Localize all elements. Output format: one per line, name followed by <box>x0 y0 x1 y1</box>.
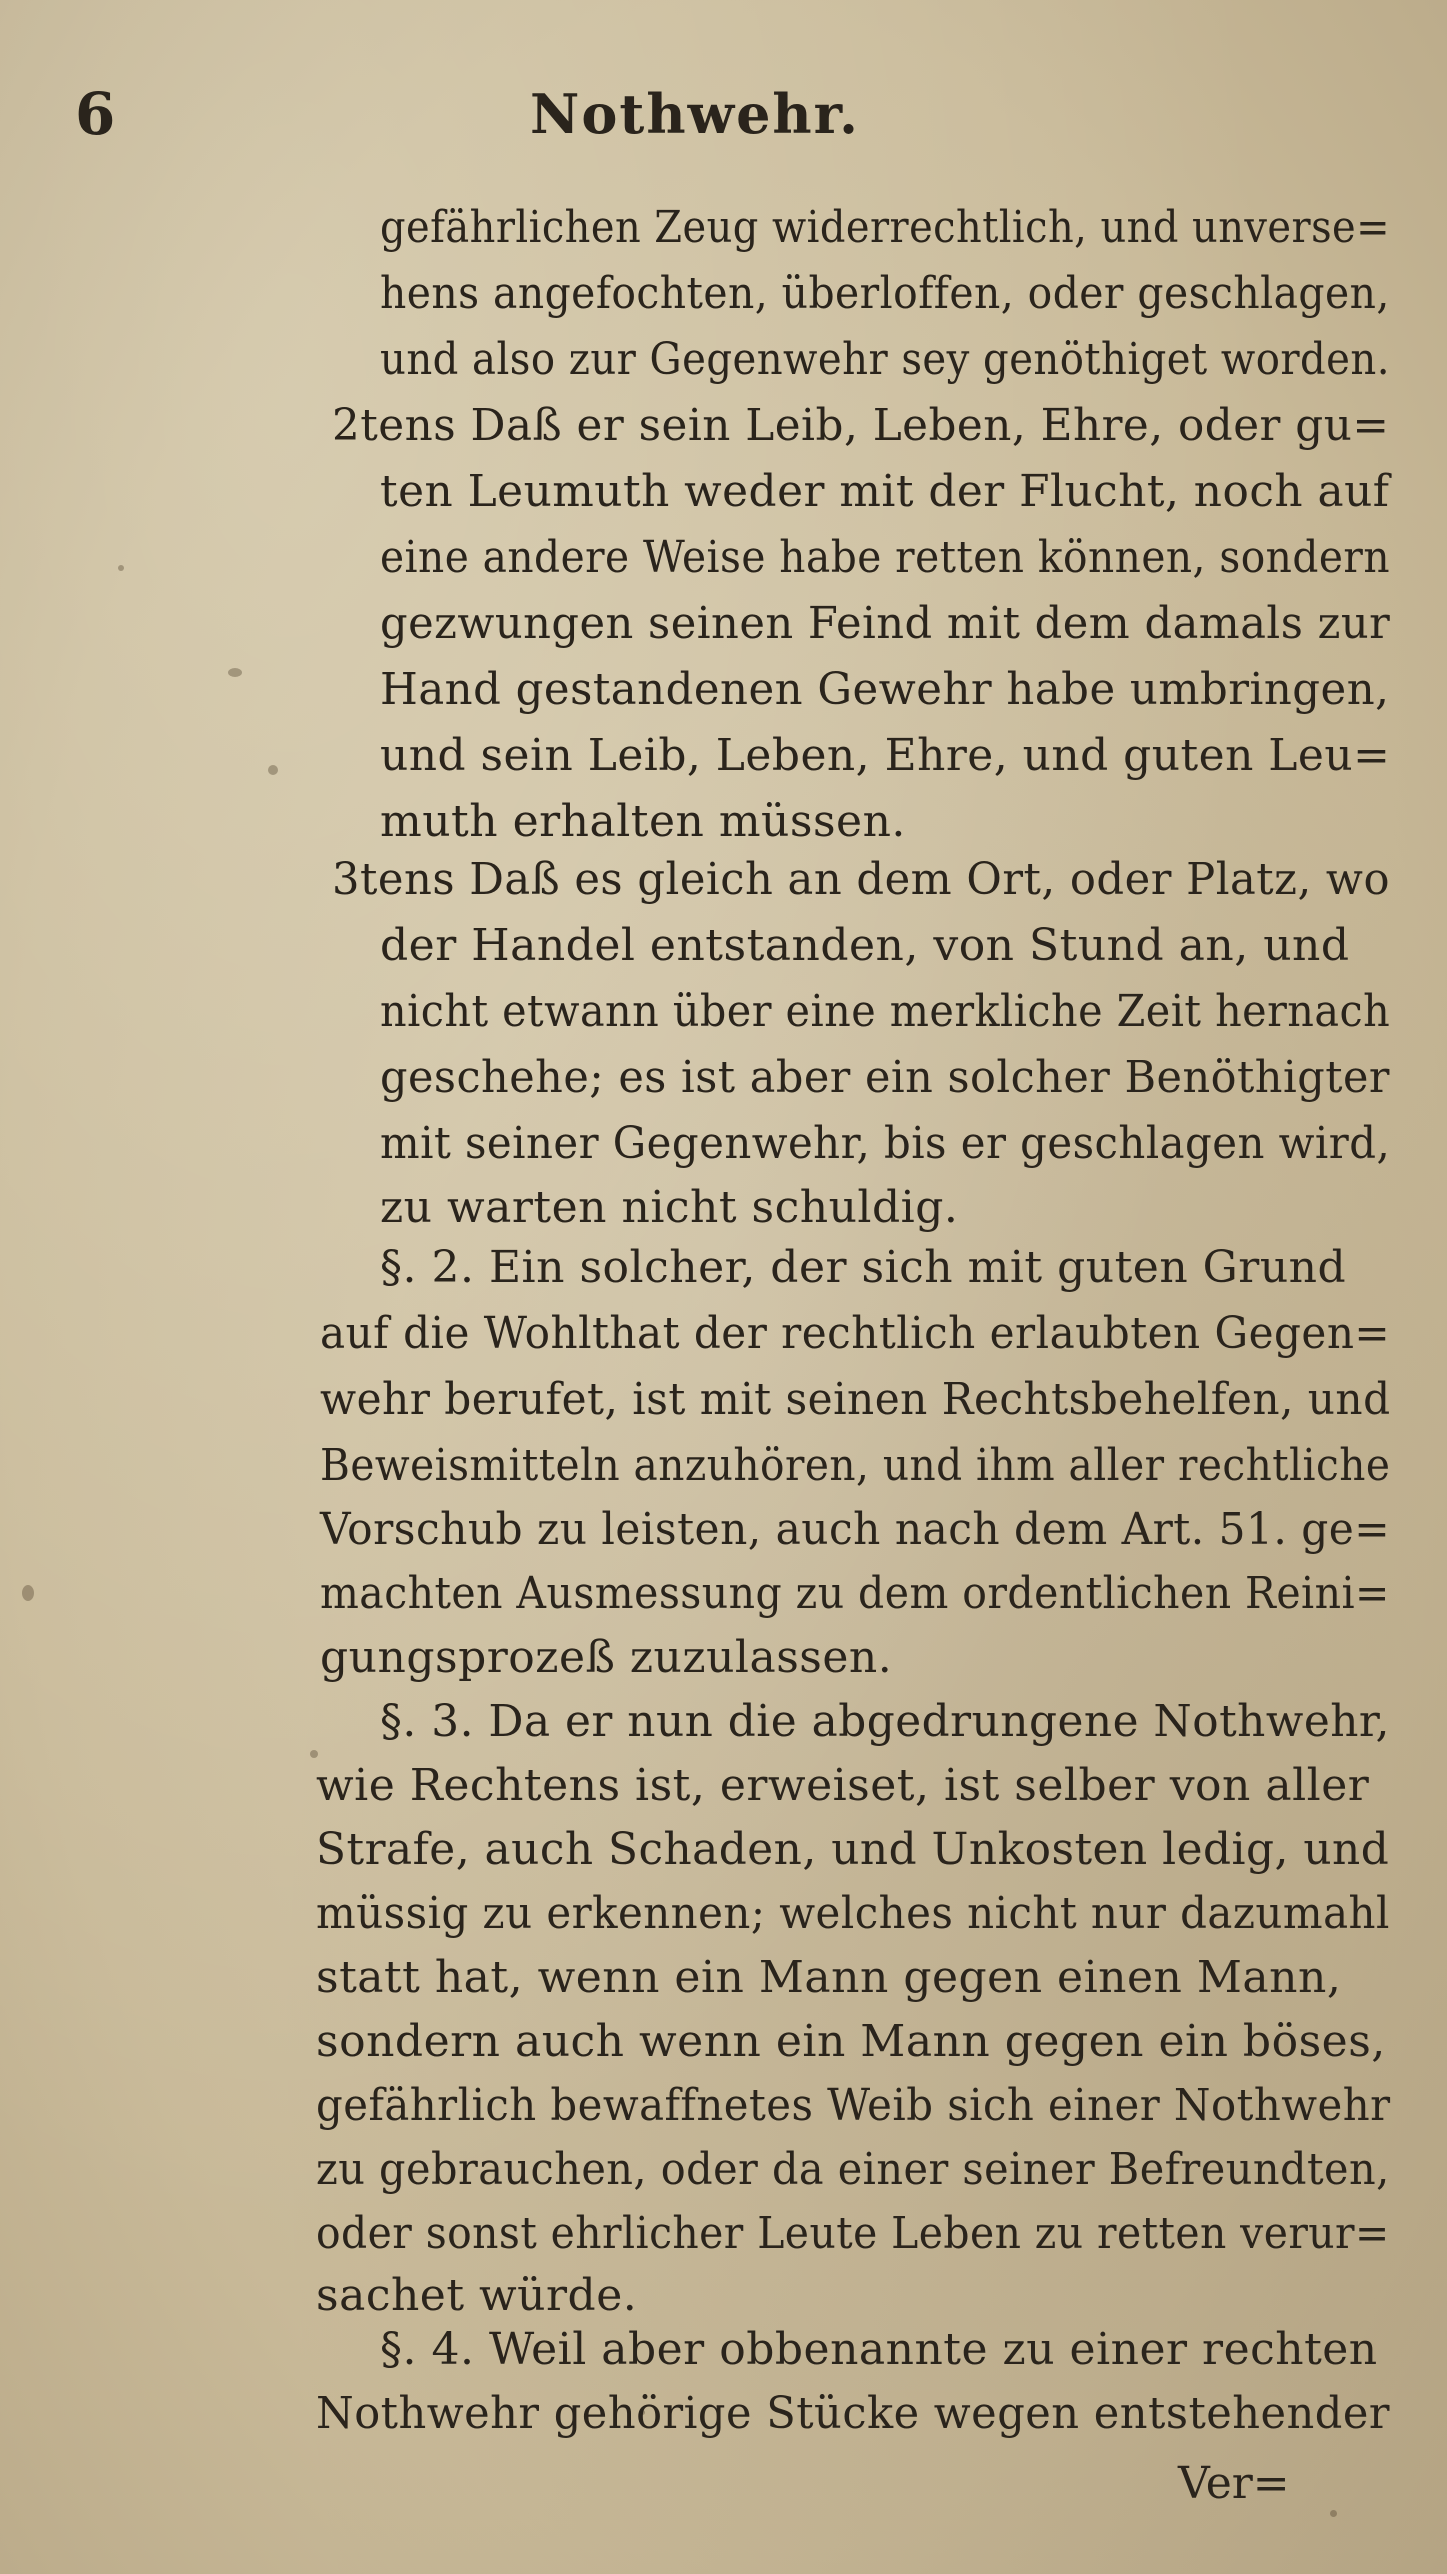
text-line: hens angefochten, überloffen, oder geschlagen, <box>380 268 1390 319</box>
paper-speck <box>22 1585 34 1601</box>
text-line: nicht etwann über eine merkliche Zeit hernach <box>380 986 1391 1037</box>
text-line: ten Leumuth weder mit der Flucht, noch auf <box>380 466 1390 517</box>
text-line: zu gebrauchen, oder da einer seiner Befreundten, <box>316 2144 1390 2195</box>
text-line: §. 2. Ein solcher, der sich mit guten Grund <box>380 1242 1347 1293</box>
text-line: der Handel entstanden, von Stund an, und <box>380 920 1350 971</box>
text-line: sachet würde. <box>316 2270 638 2321</box>
page-number: 6 <box>75 80 117 148</box>
text-line: Vorschub zu leisten, auch nach dem Art. 51. ge= <box>320 1504 1391 1555</box>
text-line: sondern auch wenn ein Mann gegen ein böses, <box>316 2016 1386 2067</box>
text-line: müssig zu erkennen; welches nicht nur dazumahl <box>316 1888 1390 1939</box>
paper-speck <box>268 765 278 775</box>
text-line: muth erhalten müssen. <box>380 796 906 847</box>
text-line: 3tens Daß es gleich an dem Ort, oder Platz, wo <box>332 854 1390 905</box>
text-line: zu warten nicht schuldig. <box>380 1182 959 1233</box>
text-line: 2tens Daß er sein Leib, Leben, Ehre, oder gu= <box>332 400 1390 451</box>
text-line: geschehe; es ist aber ein solcher Benöthigter <box>380 1052 1390 1103</box>
text-line: gefährlichen Zeug widerrechtlich, und unverse= <box>380 202 1391 253</box>
text-line: machten Ausmessung zu dem ordentlichen Reini= <box>320 1568 1390 1619</box>
text-line: wehr berufet, ist mit seinen Rechtsbehelfen, und <box>320 1374 1391 1425</box>
text-line: Strafe, auch Schaden, und Unkosten ledig, und <box>316 1824 1390 1875</box>
text-line: eine andere Weise habe retten können, sondern <box>380 532 1390 583</box>
text-line: gezwungen seinen Feind mit dem damals zur <box>380 598 1391 649</box>
paper-speck <box>310 1750 318 1758</box>
text-line: Beweismitteln anzuhören, und ihm aller rechtliche <box>320 1440 1391 1491</box>
text-line: statt hat, wenn ein Mann gegen einen Mann, <box>316 1952 1342 2003</box>
text-line: oder sonst ehrlicher Leute Leben zu retten verur= <box>316 2208 1390 2259</box>
text-line: §. 3. Da er nun die abgedrungene Nothwehr, <box>380 1696 1390 1747</box>
text-line: und also zur Gegenwehr sey genöthiget worden. <box>380 334 1390 385</box>
text-line: mit seiner Gegenwehr, bis er geschlagen wird, <box>380 1118 1391 1169</box>
running-head: Nothwehr. <box>530 82 860 146</box>
text-line: und sein Leib, Leben, Ehre, und guten Leu= <box>380 730 1391 781</box>
text-line: Nothwehr gehörige Stücke wegen entstehender <box>316 2388 1391 2439</box>
text-line: gefährlich bewaffnetes Weib sich einer Nothwehr <box>316 2080 1391 2131</box>
text-line: auf die Wohlthat der rechtlich erlaubten Gegen= <box>320 1308 1391 1359</box>
paper-speck <box>118 565 124 571</box>
text-line: gungsprozeß zuzulassen. <box>320 1632 893 1683</box>
text-line: Hand gestandenen Gewehr habe umbringen, <box>380 664 1390 715</box>
text-line: wie Rechtens ist, erweiset, ist selber von aller <box>316 1760 1370 1811</box>
text-line: §. 4. Weil aber obbenannte zu einer rechten <box>380 2324 1378 2375</box>
paper-speck <box>1330 2510 1337 2517</box>
catchword: Ver= <box>1178 2458 1290 2509</box>
paper-speck <box>228 668 242 677</box>
